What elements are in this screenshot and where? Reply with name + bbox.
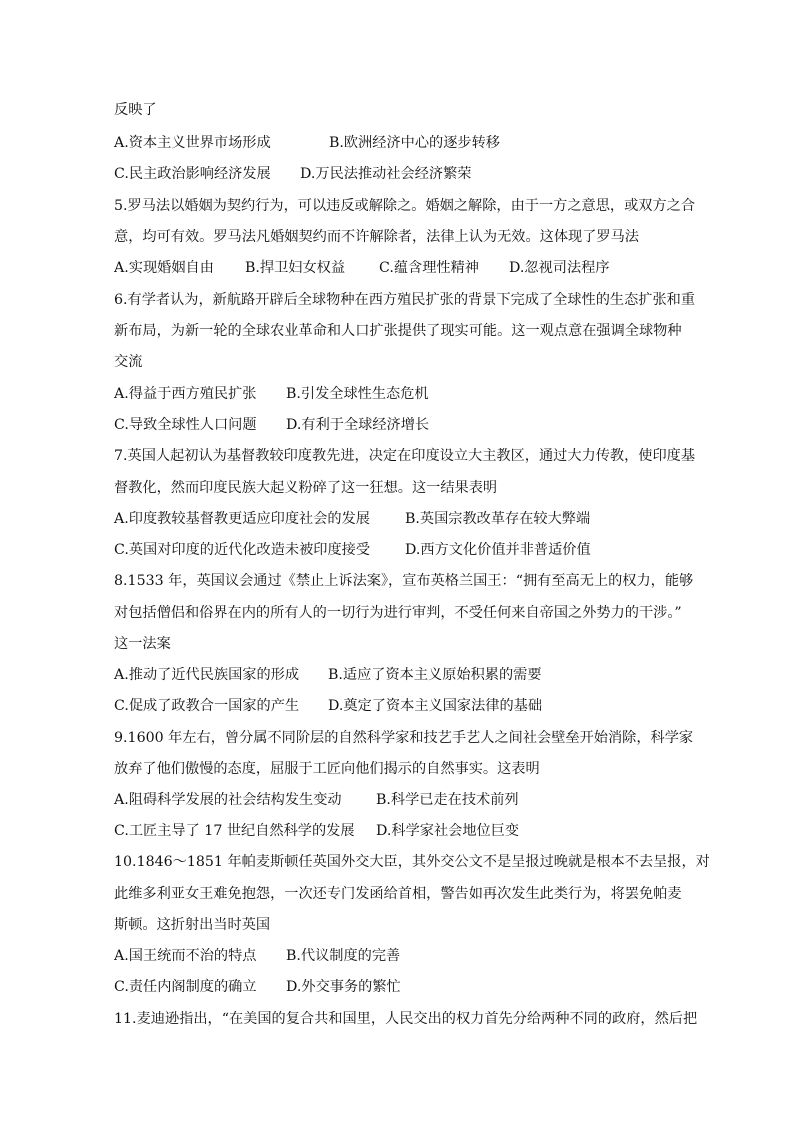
q10-stem-line1: 10.1846～1851 年帕麦斯顿任英国外交大臣，其外交公文不是呈报过晚就是根本不去呈报，对	[114, 854, 710, 870]
q8-option-c: C.促成了政教合一国家的产生	[114, 698, 300, 714]
q8-option-d: D.奠定了资本主义国家法律的基础	[328, 698, 543, 714]
q4-option-d: D.万民法推动社会经济繁荣	[300, 166, 472, 182]
q8-options-row1	[114, 665, 684, 685]
q10-option-a: A.国王统而不治的特点	[114, 948, 257, 964]
q6-option-c: C.导致全球性人口问题	[114, 417, 257, 433]
q11-stem-line1: 11.麦迪逊指出，“在美国的复合共和国里，人民交出的权力首先分给两种不同的政府，然后把	[114, 1011, 698, 1027]
q10-stem-line2: 此维多利亚女王难免抱怨，一次还专门发函给首相，警告如再次发生此类行为，将罢免帕麦	[114, 886, 682, 902]
q5-option-a: A.实现婚姻自由	[114, 260, 214, 276]
q7-option-c: C.英国对印度的近代化改造未被印度接受	[114, 542, 371, 558]
q5-stem-line1: 5.罗马法以婚姻为契约行为，可以违反或解除之。婚姻之解除，由于一方之意思，或双方之合	[114, 198, 696, 214]
q8-options-row2	[114, 696, 684, 716]
q4-option-a: A.资本主义世界市场形成	[114, 135, 271, 151]
q6-options-row2	[114, 415, 684, 435]
q9-options-row2	[114, 821, 684, 841]
q8-option-a: A.推动了近代民族国家的形成	[114, 667, 300, 683]
q6-option-d: D.有利于全球经济增长	[286, 417, 430, 433]
q7-option-b: B.英国宗教改革存在较大弊端	[405, 511, 591, 527]
q8-stem-line3: 这一法案	[114, 636, 171, 652]
q6-option-a: A.得益于西方殖民扩张	[114, 386, 257, 402]
q10-options-row1	[114, 946, 684, 966]
q6-stem-line1: 6.有学者认为，新航路开辟后全球物种在西方殖民扩张的背景下完成了全球性的生态扩张和重	[114, 292, 696, 308]
q5-stem-line2: 意，均可有效。罗马法凡婚姻契约而不许解除者，法律上认为无效。这体现了罗马法	[114, 229, 639, 245]
q4-options-row1	[114, 133, 684, 153]
q7-options-row1	[114, 509, 684, 529]
q6-options-row1	[114, 384, 684, 404]
q7-options-row2	[114, 540, 684, 560]
q7-stem-line1: 7.英国人起初认为基督教较印度教先进，决定在印度设立大主教区，通过大力传教，使印度基	[114, 448, 696, 464]
q9-option-c: C.工匠主导了 17 世纪自然科学的发展	[114, 823, 355, 839]
q10-option-b: B.代议制度的完善	[286, 948, 401, 964]
q8-stem-line2: 对包括僧侣和俗界在内的所有人的一切行为进行审判，不受任何来自帝国之外势力的干涉。”	[114, 605, 682, 621]
q10-option-d: D.外交事务的繁忙	[286, 979, 401, 995]
q9-option-d: D.科学家社会地位巨变	[376, 823, 520, 839]
q5-option-d: D.忽视司法程序	[509, 260, 610, 276]
q7-stem-line2: 督教化，然而印度民族大起义粉碎了这一狂想。这一结果表明	[114, 480, 498, 496]
q4-option-c: C.民主政治影响经济发展	[114, 166, 271, 182]
q5-option-c: C.蕴含理性精神	[379, 260, 479, 276]
q9-stem-line2: 放弃了他们傲慢的态度，屈服于工匠向他们揭示的自然事实。这表明	[114, 761, 540, 777]
q9-option-a: A.阻碍科学发展的社会结构发生变动	[114, 792, 342, 808]
q5-option-b: B.捍卫妇女权益	[245, 260, 346, 276]
q4-continuation: 反映了	[114, 102, 157, 118]
q4-option-b: B.欧洲经济中心的逐步转移	[329, 135, 500, 151]
q10-option-c: C.责任内阁制度的确立	[114, 979, 257, 995]
q9-option-b: B.科学已走在技术前列	[376, 792, 519, 808]
q9-options-row1	[114, 790, 684, 810]
q7-option-d: D.西方文化价值并非普适价值	[405, 542, 591, 558]
q7-option-a: A.印度教较基督教更适应印度社会的发展	[114, 511, 370, 527]
q8-option-b: B.适应了资本主义原始积累的需要	[328, 667, 542, 683]
q6-option-b: B.引发全球性生态危机	[286, 386, 429, 402]
q4-options-row2	[114, 164, 684, 184]
q6-stem-line2: 新布局，为新一轮的全球农业革命和人口扩张提供了现实可能。这一观点意在强调全球物种	[114, 323, 682, 339]
q10-stem-line3: 斯顿。这折射出当时英国	[114, 917, 271, 933]
q6-stem-line3: 交流	[114, 354, 143, 370]
q10-options-row2	[114, 977, 684, 997]
q5-options	[114, 258, 684, 278]
q9-stem-line1: 9.1600 年左右，曾分属不同阶层的自然科学家和技艺手艺人之间社会壁垒开始消除，科学家	[114, 730, 694, 746]
q8-stem-line1: 8.1533 年，英国议会通过《禁止上诉法案》，宣布英格兰国王：“拥有至高无上的权力，能够	[114, 573, 694, 589]
